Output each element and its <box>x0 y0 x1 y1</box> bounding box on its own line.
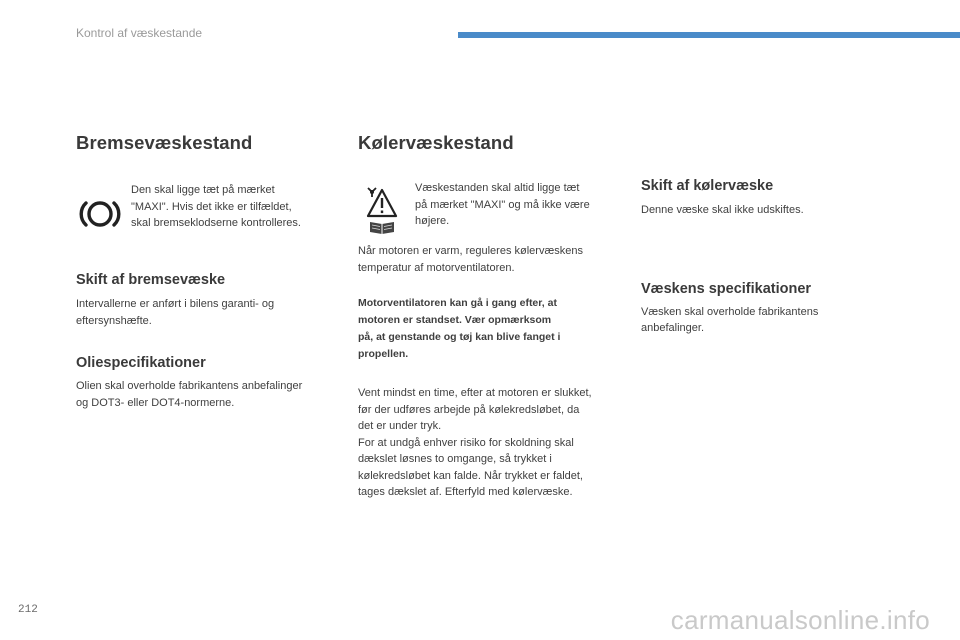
text-line: motoren er standset. Vær opmærksom <box>358 314 552 326</box>
page-header-title: Kontrol af væskestande <box>76 26 203 40</box>
oil-spec-heading: Oliespecifikationer <box>76 355 206 371</box>
text-line: Motorventilatoren kan gå i gang efter, at <box>358 297 557 309</box>
coolant-para-2 <box>358 385 623 501</box>
header-accent-bar <box>458 32 960 38</box>
coolant-spec-text <box>641 304 861 337</box>
brake-fluid-change-heading: Skift af bremsevæske <box>76 272 226 288</box>
brake-warning-icon <box>76 190 124 238</box>
text-line: Vent mindst en time, efter at motoren er slukket, <box>358 387 592 399</box>
text-line: højere. <box>415 215 450 227</box>
brake-fluid-change-text <box>76 296 331 329</box>
text-line: anbefalinger. <box>641 322 704 334</box>
brake-fluid-note-text <box>131 182 301 232</box>
fan-warning-text <box>358 295 623 363</box>
text-line: før der udføres arbejde på kølekredsløbet, da <box>358 403 580 416</box>
text-line: propellen. <box>358 348 409 360</box>
brake-fluid-heading: Bremsevæskestand <box>76 132 253 153</box>
coolant-note-text <box>415 180 590 230</box>
text-line: eftersynshæfte. <box>76 314 152 327</box>
text-line: på, at genstande og tøj kan blive fanget i <box>358 331 561 343</box>
text-line: Væsken skal overholde fabrikantens <box>641 305 819 318</box>
text-line: dækslet løsnes to omgange, så trykket i <box>358 453 552 465</box>
text-line: "MAXI". Hvis det ikke er tilfældet, <box>131 200 292 213</box>
text-line: Olien skal overholde fabrikantens anbefalinger <box>76 380 303 392</box>
brake-fluid-note <box>76 182 331 238</box>
coolant-column <box>358 132 623 501</box>
coolant-spec-heading: Væskens specifikationer <box>641 280 812 297</box>
text-line: det er under tryk. <box>358 420 442 432</box>
fan-warning-manual-icon <box>358 186 406 234</box>
coolant-note <box>358 180 623 234</box>
coolant-extra-column <box>641 178 861 337</box>
text-line: tages dækslet af. Efterfyld med kølervæske. <box>358 486 573 498</box>
text-line: Væskestanden skal altid ligge tæt <box>415 182 580 194</box>
watermark: carmanualsonline.info <box>670 605 930 635</box>
text-line: temperatur af motorventilatoren. <box>358 261 515 274</box>
text-line: skal bremseklodserne kontrolleres. <box>131 217 301 229</box>
text-line: Intervallerne er anført i bilens garanti- og <box>76 298 275 310</box>
text-line: Den skal ligge tæt på mærket <box>131 184 275 196</box>
text-line: kølekredsløbet kan falde. Når trykket er faldet, <box>358 469 583 482</box>
text-line: Denne væske skal ikke udskiftes. <box>641 204 804 216</box>
coolant-heading: Kølervæskestand <box>358 132 514 153</box>
text-line: Når motoren er varm, reguleres kølervæskens <box>358 245 583 257</box>
page-number: 212 <box>18 604 38 616</box>
text-line: på mærket "MAXI" og må ikke være <box>415 198 590 211</box>
text-line: For at undgå enhver risiko for skoldning skal <box>358 436 574 449</box>
oil-spec-text <box>76 378 331 411</box>
brake-fluid-column <box>76 132 331 411</box>
coolant-change-text <box>641 202 861 219</box>
coolant-para-1 <box>358 243 623 276</box>
coolant-change-heading: Skift af kølervæske <box>641 178 774 194</box>
text-line: og DOT3- eller DOT4-normerne. <box>76 396 235 409</box>
